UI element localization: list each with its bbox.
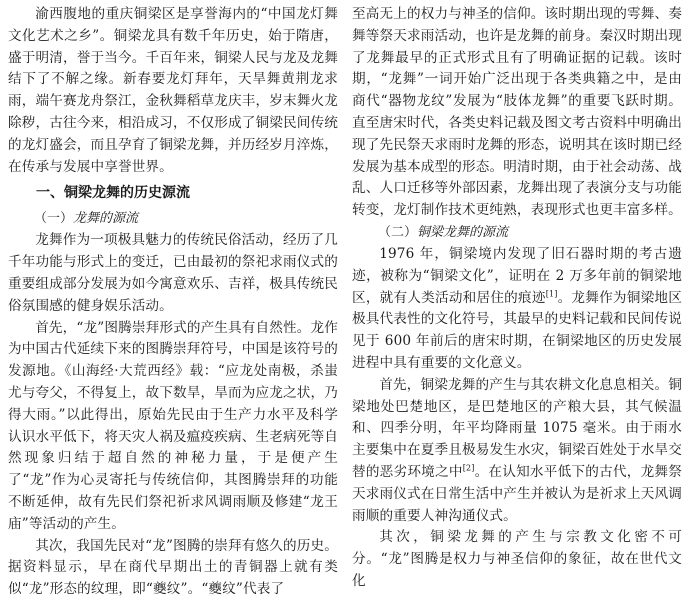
paragraph-text: 。在认知水平低下的古代，龙舞祭天求雨仪式在日常生活中产生并被认为是祈求上天风调雨顺的重要人神沟通仪式。 [352, 463, 683, 524]
reference-marker: [2] [462, 463, 475, 473]
section-heading: 一、铜梁龙舞的历史源流 [36, 185, 190, 202]
paragraph-text: 1976 年，铜梁境内发现了旧石器时期的考古遗迹，被称为“铜梁文化”，证明在 2 万多年前的铜梁地区，就有人类活动和居住的痕迹 [352, 245, 682, 306]
right-column [352, 4, 682, 593]
paragraph-first: 首先，“龙”图腾崇拜形式的产生具有自然性。龙作为中国古代延续下来的图腾崇拜符号，中国是该符号的发源地。《山海经·大荒西经》载：“应龙处南极，杀蚩尤与夸父，不得复上，故下数旱，旱而为应龙之状，乃得大雨。”以此得出，原始先民由于生产力水平及科学认识水平低下，将天灾人祸及瘟疫疾病、生老病死等自然现象归结于超自然的神秘力量，于是便产生了“龙”作为心灵寄托与传统信仰，其图腾崇拜的功能不断延伸，故有先民们祭祀祈求风调雨顺及修建“龙王庙”等活动的产生。 [8, 319, 339, 532]
paragraph-agriculture [352, 375, 682, 528]
paragraph-text: 首先，铜梁龙舞的产生与其农耕文化息息相关。铜梁地处巴楚地区，是巴楚地区的产粮大县，其气候温和、四季分明，年平均降雨量 1075 毫米。由于雨水主要集中在夏季且极易发生水灾，铜梁百姓处于水旱交替的恶劣环境之中 [352, 376, 682, 480]
paragraph-text: 。龙舞作为铜梁地区极具代表性的文化符号，其最早的史料记载和民间传说见于 600 年前后的唐宋时期，在铜梁地区的历史发展进程中具有重要的文化意义。 [352, 289, 682, 371]
subsection-title: 铜梁龙舞的源流 [417, 224, 509, 240]
intro-paragraph: 渝西腹地的重庆铜梁区是享誉海内的“中国龙灯舞文化艺术之乡”。铜梁龙具有数千年历史，始于隋唐，盛于明清，誉于当今。千百年来，铜梁人民与龙及龙舞结下了不解之缘。新春要龙灯拜年，天旱舞黄荆龙求雨，端午赛龙舟祭江，金秋舞稻草龙庆丰，岁末舞火龙除秽，古往今来，相沿成习，不仅形成了铜梁民间传统的龙灯盛会，而且孕育了铜梁龙舞，并历经岁月淬炼，在传承与发展中享誉世界。 [8, 6, 338, 175]
subsection-title: 龙舞的源流 [73, 211, 139, 227]
paragraph-continued: 至高无上的权力与神圣的信仰。该时期出现的雩舞、奏舞等祭天求雨活动，也许是龙舞的前身。秦汉时期出现了龙舞最早的正式形式且有了明确证据的记载。该时期，“龙舞”一词开始广泛出现于各类典籍之中，是由商代“器物龙纹”发展为“肢体龙舞”的重要飞跃时期。直至唐宋时代，各类史料记载及图文考古资料中明确出现了先民祭天求雨时龙舞的形态，说明其在该时期已经发展为基本成型的形态。明清时期，由于社会动荡、战乱、人口迁移等外部因素，龙舞出现了表演分支与功能转变，龙灯制作技术更纯熟，表现形式也更丰富多样。 [352, 6, 682, 219]
left-column [8, 4, 338, 601]
subsection-heading-2 [352, 222, 682, 244]
subsection-number: （一） [34, 211, 74, 227]
paragraph-religion: 其次，铜梁龙舞的产生与宗教文化密不可分。“龙”图腾是权力与神圣信仰的象征，故在世代文化 [352, 529, 682, 589]
reference-marker: [1] [545, 289, 558, 299]
paragraph-dragon-dance: 龙舞作为一项极具魅力的传统民俗活动，经历了几千年功能与形式上的变迁，已由最初的祭祀求雨仪式的重要组成部分发展为如今寓意欢乐、吉祥，极具传统民俗氛围感的健身娱乐活动。 [8, 232, 338, 314]
subsection-heading-1 [8, 208, 338, 230]
paragraph-1976 [352, 244, 682, 375]
subsection-number: （二） [378, 224, 418, 240]
paragraph-second: 其次，我国先民对“龙”图腾的崇拜有悠久的历史。据资料显示，早在商代早期出土的青铜器上就有类似“龙”形态的纹理，即“夔纹”。“夔纹”代表了 [8, 537, 339, 598]
